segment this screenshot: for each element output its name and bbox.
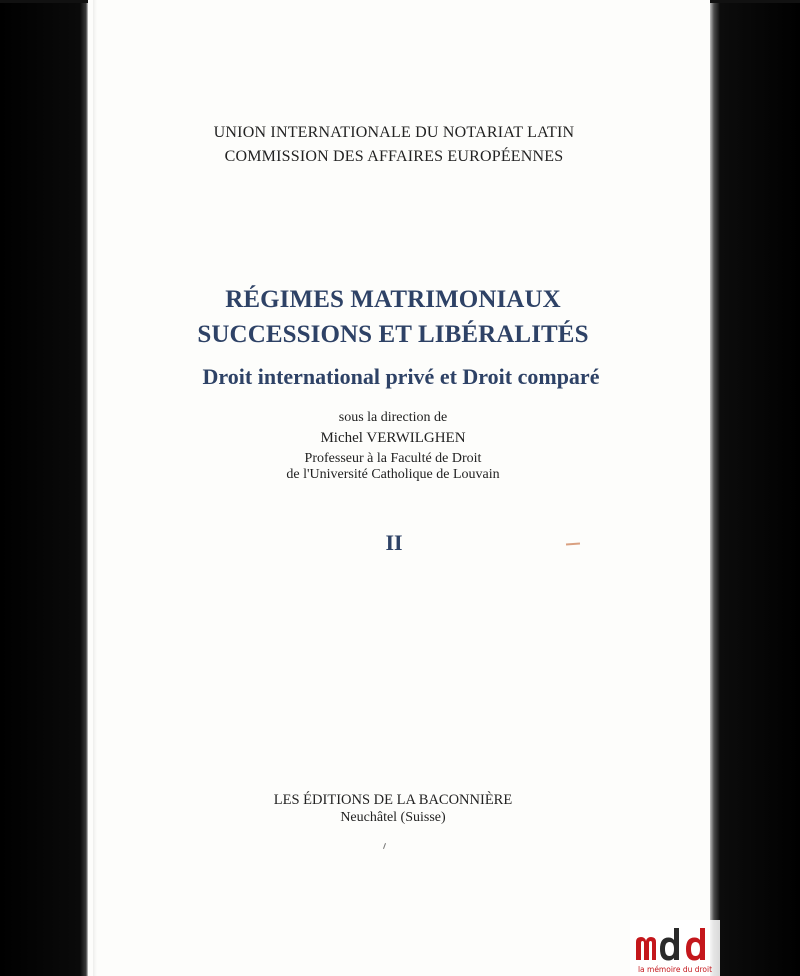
book-subtitle: Droit international privé et Droit comparé [202, 364, 600, 389]
scan-left-border [0, 0, 88, 976]
commission-name: COMMISSION DES AFFAIRES EUROPÉENNES [224, 148, 564, 165]
institution-name: UNION INTERNATIONALE DU NOTARIAT LATIN [213, 124, 575, 141]
publisher-name: LES ÉDITIONS DE LA BACONNIÈRE [273, 792, 513, 808]
book-title-line-1: RÉGIMES MATRIMONIAUX [225, 286, 561, 313]
mdd-watermark-logo [630, 920, 720, 976]
editor-role-line-2: de l'Université Catholique de Louvain [286, 467, 500, 482]
editor-role-line-1: Professeur à la Faculté de Droit [304, 451, 482, 466]
title-page [88, 0, 713, 976]
book-title-line-2: SUCCESSIONS ET LIBÉRALITÉS [197, 321, 589, 348]
scan-right-border [710, 0, 800, 976]
direction-intro: sous la direction de [338, 410, 448, 425]
publisher-city: Neuchâtel (Suisse) [340, 810, 446, 825]
mdd-tagline: la mémoire du droit [637, 965, 713, 974]
mdd-logo-icon [630, 920, 720, 976]
editor-name: Michel VERWILGHEN [320, 430, 466, 446]
volume-number: II [385, 530, 403, 555]
binding-fold-shadow [93, 0, 97, 976]
